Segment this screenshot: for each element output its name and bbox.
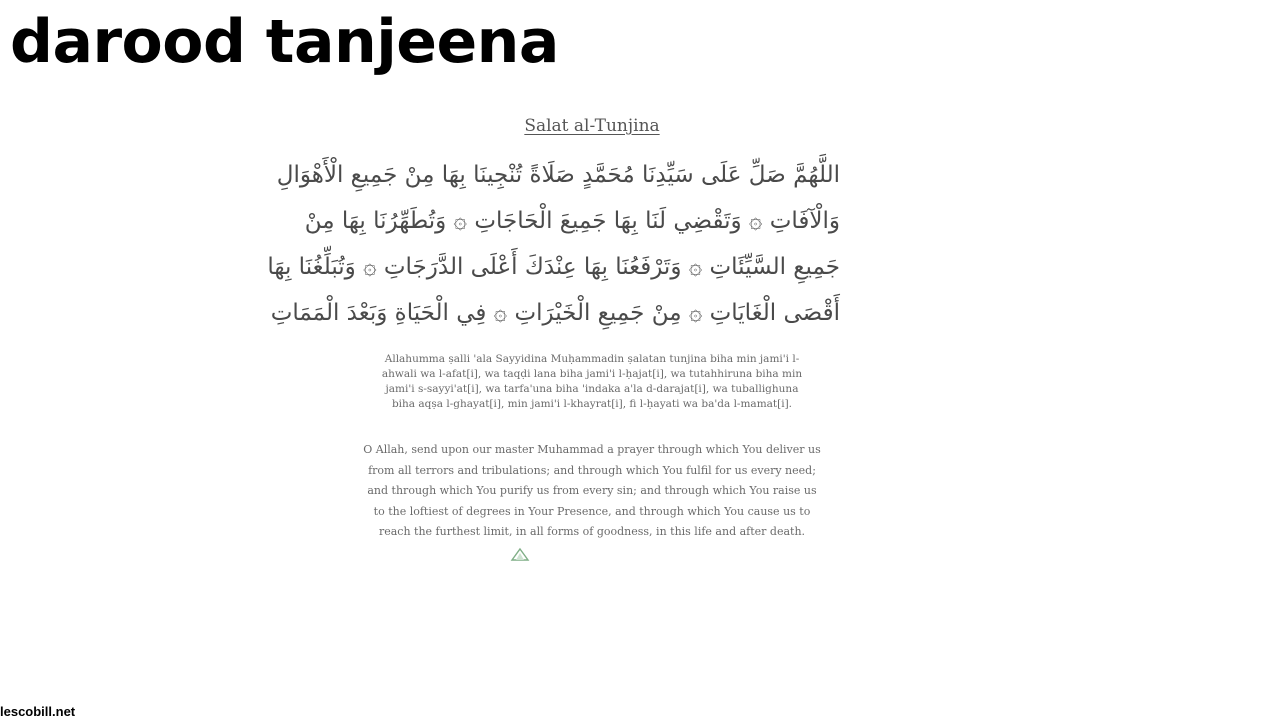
transliteration-line: ahwali wa l-afat[i], wa taqḍi lana biha jami'i l-ḥajat[i], wa tutahhiruna biha min bbox=[381, 368, 803, 380]
translation-line: O Allah, send upon our master Muhammad a prayer through which You deliver us bbox=[363, 443, 821, 456]
arabic-line: جَمِيعِ السَّيِّئَاتِ ۞ وَتَرْفَعُنَا بِهَا عِنْدَكَ أَعْلَى الدَّرَجَاتِ ۞ وَتُبَلِّغُنَا بِهَا bbox=[267, 254, 840, 280]
transliteration-line: biha aqṣa l-ghayat[i], min jami'i l-khayrat[i], fi l-ḥayati wa ba'da l-mamat[i]. bbox=[391, 398, 793, 410]
transliteration-line: jami'i s-sayyi'at[i], wa tarfa'una biha 'indaka a'la d-darajat[i], wa tuballighuna bbox=[385, 383, 799, 395]
arabic-text-block bbox=[267, 152, 840, 336]
ornament-icon bbox=[510, 548, 530, 560]
document-heading: Salat al-Tunjina bbox=[524, 116, 660, 136]
arabic-line: أَقْصَى الْغَايَاتِ ۞ مِنْ جَمِيعِ الْخَيْرَاتِ ۞ فِي الْحَيَاةِ وَبَعْدَ الْمَمَاتِ bbox=[270, 300, 840, 326]
translation-block bbox=[340, 440, 844, 543]
translation-line: to the loftiest of degrees in Your Presence, and through which You cause us to bbox=[373, 504, 811, 518]
arabic-line: وَالْآفَاتِ ۞ وَتَقْضِي لَنَا بِهَا جَمِيعَ الْحَاجَاتِ ۞ وَتُطَهِّرُنَا بِهَا مِنْ bbox=[304, 208, 840, 234]
translation-line: reach the furthest limit, in all forms of goodness, in this life and after death. bbox=[378, 525, 806, 538]
arabic-line: اللَّهُمَّ صَلِّ عَلَى سَيِّدِنَا مُحَمَّدٍ صَلَاةً تُنْجِينَا بِهَا مِنْ جَمِيعِ الْأَهْوَالِ bbox=[276, 162, 840, 188]
transliteration-line: Allahumma ṣalli 'ala Sayyidina Muḥammadin ṣalatan tunjina biha min jami'i l- bbox=[384, 353, 800, 365]
page-title: darood tanjeena bbox=[10, 7, 559, 77]
translation-line: from all terrors and tribulations; and through which You fulfil for us every need; bbox=[368, 463, 816, 477]
transliteration-block bbox=[346, 352, 838, 412]
salat-document-image bbox=[267, 108, 848, 560]
translation-line: and through which You purify us from every sin; and through which You raise us bbox=[367, 484, 817, 497]
source-watermark: lescobill.net bbox=[0, 704, 76, 719]
